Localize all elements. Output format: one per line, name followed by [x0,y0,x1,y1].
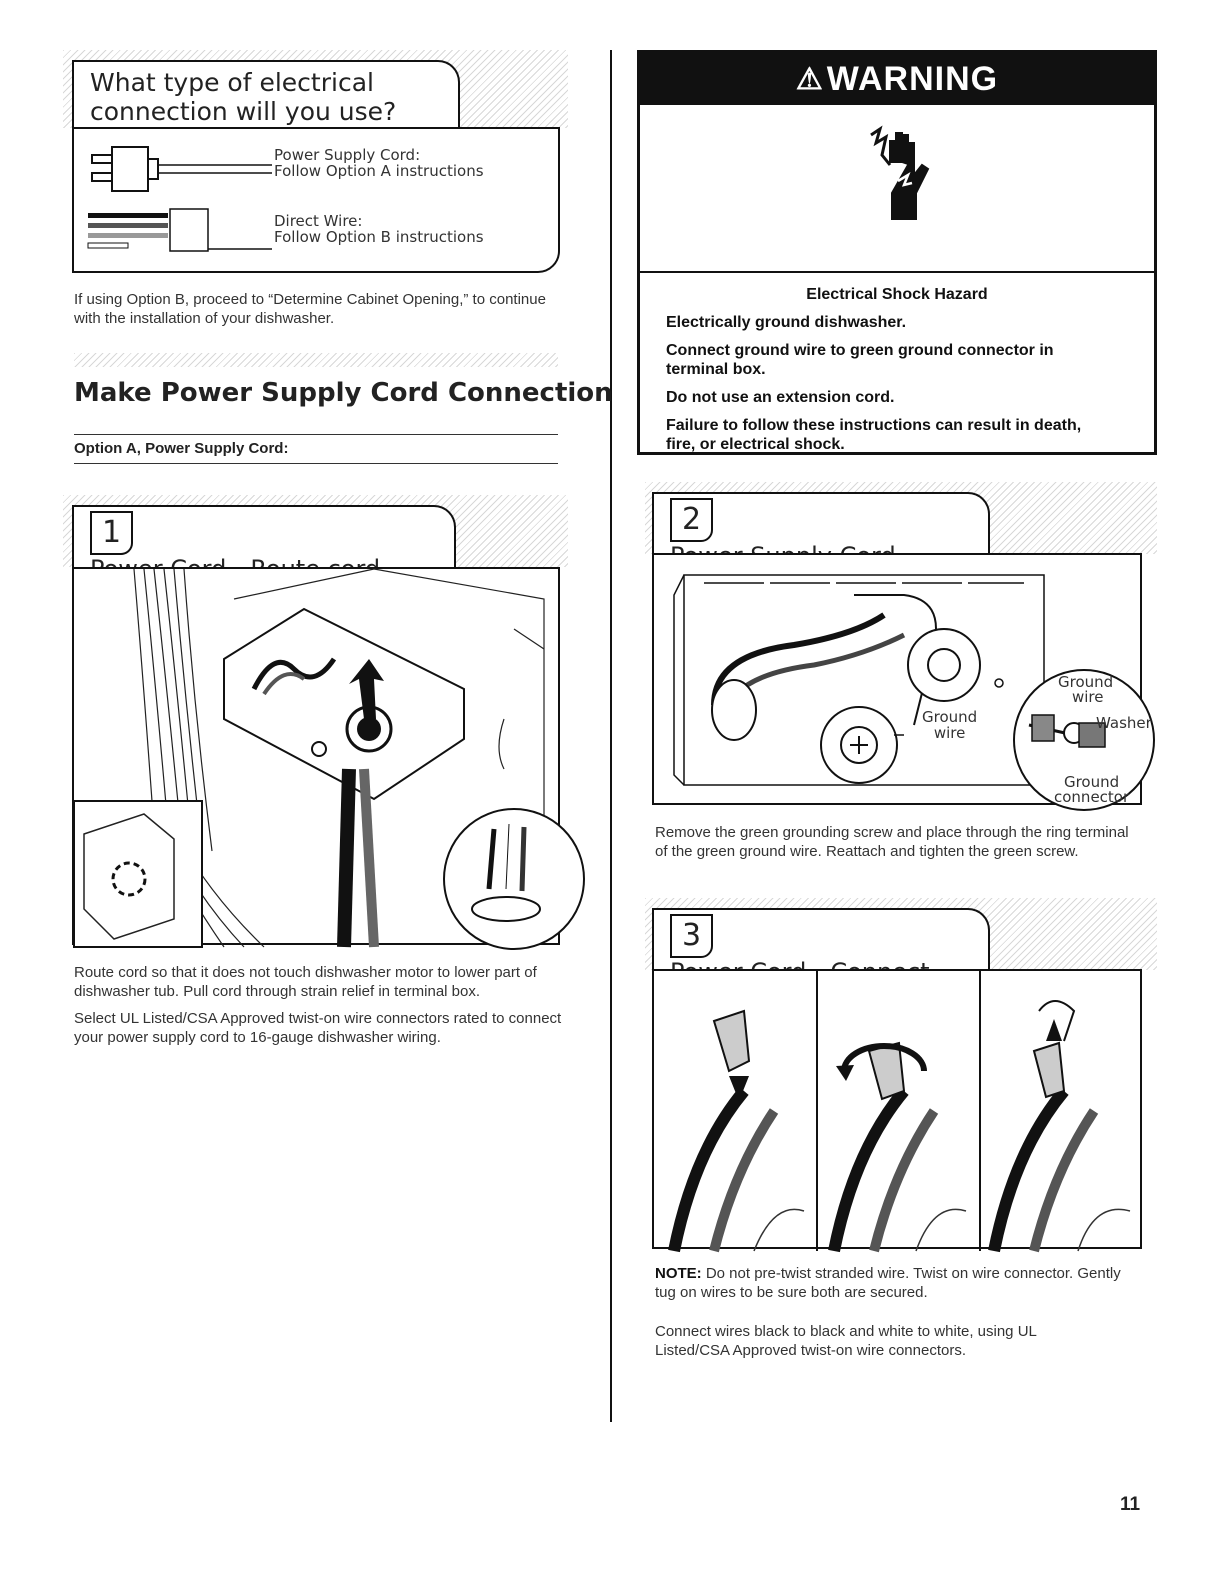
warning-banner [640,53,1154,105]
cord-option-text [274,147,484,179]
inset-ground-wire-label [1058,675,1113,705]
step3-note-label: NOTE: [655,1265,702,1282]
option-a-subheading: Option A, Power Supply Cord: [74,440,289,457]
warning-symbol-area [640,105,1154,273]
step3-note [655,1264,1143,1302]
ground-connector-label [1054,775,1129,805]
ground-connector-line1: Ground [1063,773,1120,791]
warning-triangle-icon: ⚠ [795,62,823,96]
step3-note-text: Do not pre-twist stranded wire. Twist on wire connector. Gently tug on wires to be sure both are secured. [655,1265,1121,1301]
inset-wire-label: wire [1072,688,1104,706]
subheading-bottom-rule [74,463,558,464]
warning-line2: Connect ground wire to green ground connector in terminal box. [666,342,1054,378]
section-heading: Make Power Supply Cord Connection [74,378,613,408]
wire-connector-drawing [654,971,1144,1251]
ground-wire-label-line1: Ground [922,708,978,726]
column-divider [610,50,612,1422]
warning-box [637,50,1157,455]
connection-options-panel [72,127,560,273]
step3-title [652,908,990,970]
direct-option-title: Direct Wire: [274,212,363,230]
shock-hand-icon [866,123,936,223]
warning-line1: Electrically ground dishwasher. [666,314,907,331]
ground-connector-line2: connector [1054,788,1130,806]
section-rule-hatched [74,353,558,367]
warning-title: WARNING [826,59,999,98]
cord-option-follow: Follow Option A instructions [274,162,484,180]
warning-line4: Failure to follow these instructions can result in death, fire, or electrical shock. [666,417,1082,453]
step1-para1: Route cord so that it does not touch dishwasher motor to lower part of dishwasher tub. Pull cord through strain relief in terminal box. [74,964,537,1000]
step3-text: Connect wires black to black and white to white, using UL Listed/CSA Approved twist-on wire connectors. [655,1323,1037,1359]
option-b-note: If using Option B, proceed to “Determine Cabinet Opening,” to continue with the installation of your dishwasher. [74,291,546,327]
question-title-line2: connection will you use? [90,97,397,126]
warning-body [640,273,1154,454]
ground-wire-label [922,709,977,741]
step1-text [74,963,562,1055]
step1-para2: Select UL Listed/CSA Approved twist-on wire connectors rated to connect your power supply cord to 16-gauge dishwasher wiring. [74,1010,562,1046]
page-number: 11 [1120,1494,1141,1515]
direct-option-text [274,213,484,245]
inset-ground-label: Ground [1058,673,1114,691]
direct-option-follow: Follow Option B instructions [274,228,484,246]
direct-wire-icon [88,209,272,253]
step1-number: 1 [90,511,133,555]
step2-illustration [652,553,1152,806]
step2-text: Remove the green grounding screw and place through the ring terminal of the green ground wire. Reattach and tighten the green screw. [655,824,1129,860]
cord-option-title: Power Supply Cord: [274,146,421,164]
terminal-box-drawing [74,569,562,947]
step3-illustration [652,969,1142,1249]
ground-wire-label-line2: wire [933,724,966,742]
question-title [72,60,460,128]
step2-title [652,492,990,554]
subheading-top-rule [74,434,558,435]
washer-label: Washer [1096,714,1152,732]
question-title-line1: What type of electrical [90,68,374,97]
step3-number: 3 [670,914,713,958]
step2-number: 2 [670,498,713,542]
warning-hazard: Electrical Shock Hazard [806,286,988,303]
plug-icon [92,145,272,195]
warning-line3: Do not use an extension cord. [666,389,895,406]
step1-illustration [72,567,560,945]
step1-title [72,505,456,569]
